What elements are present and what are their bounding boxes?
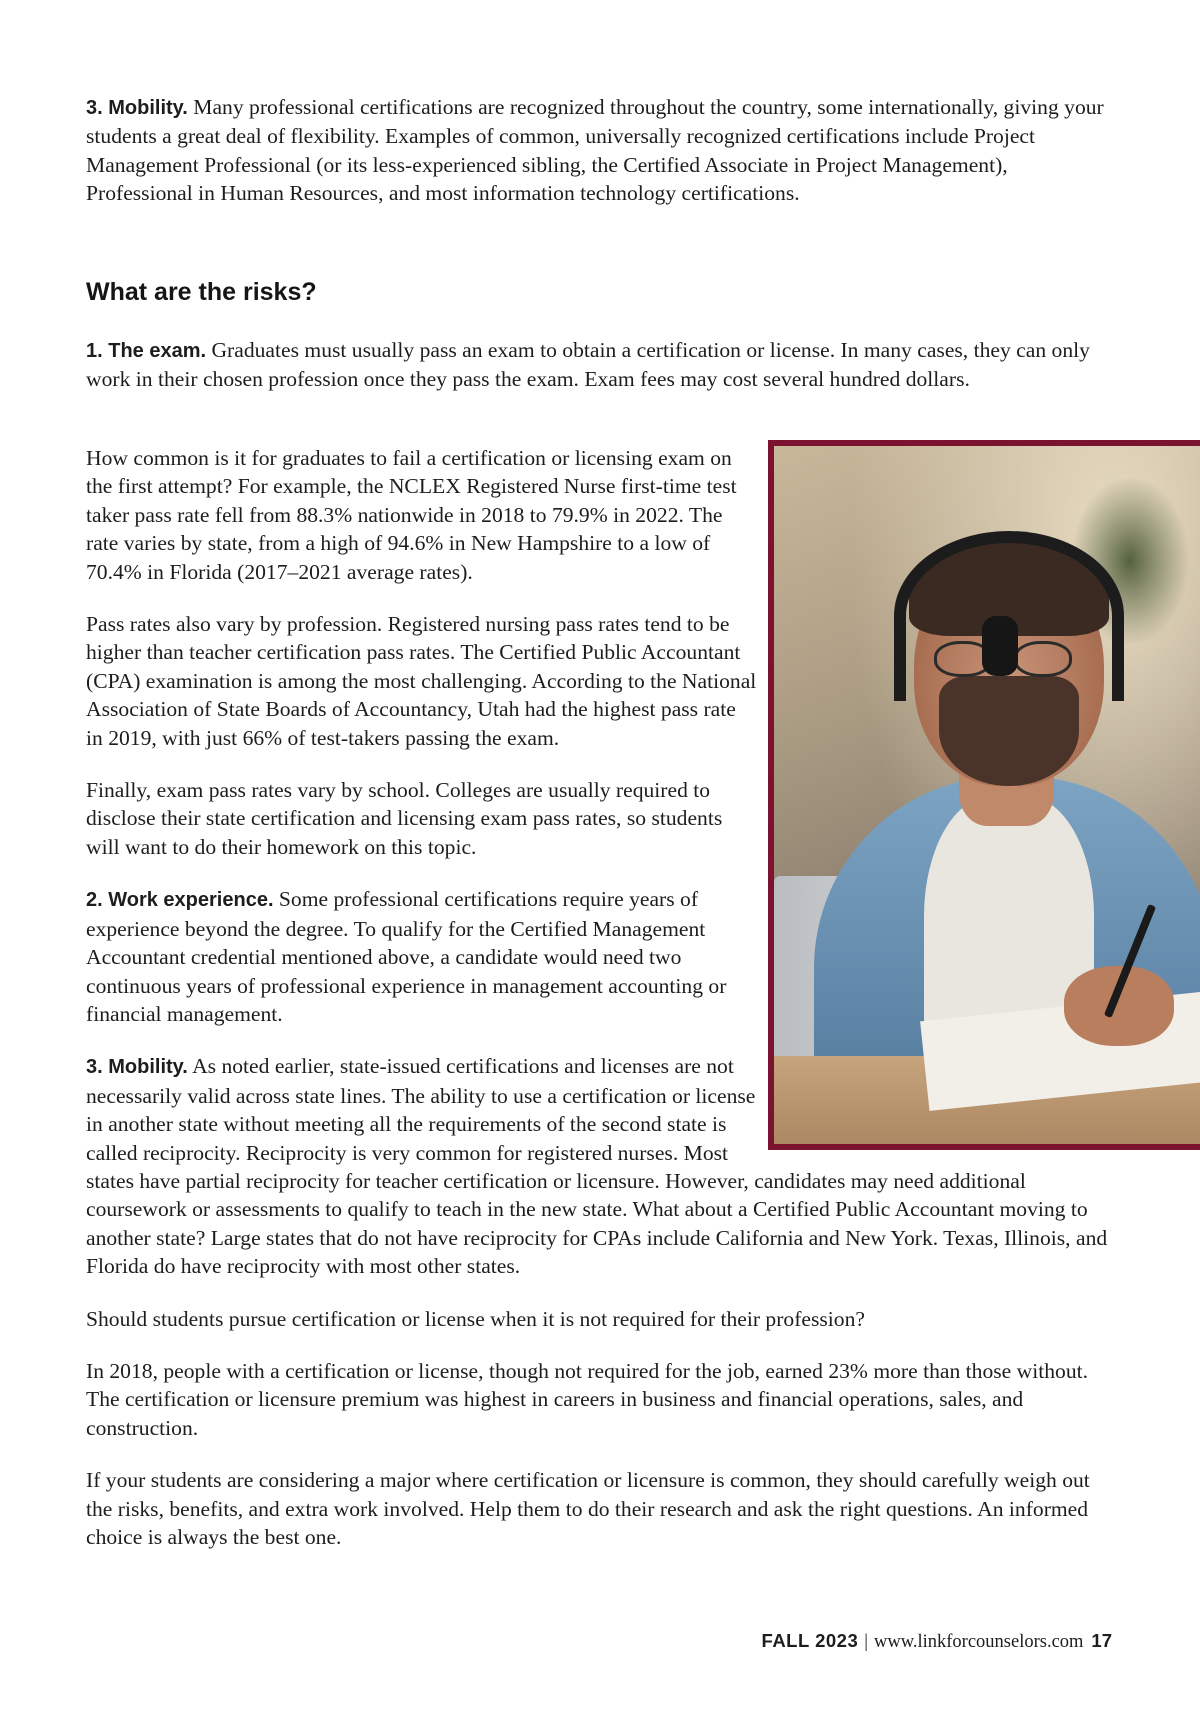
page-footer xyxy=(762,1630,1112,1653)
work-experience-text: Some professional certifications require years of experience beyond the degree. To qualify for the Certified Management Accountant credential mentioned above, a candidate would need two continuous years of professional experience in management accounting or financial management. xyxy=(86,887,727,1026)
fail-rate-paragraph: How common is it for graduates to fail a certification or licensing exam on the first attempt? For example, the NCLEX Registered Nurse first-time test taker pass rate fell from 88.3% nationwide in 2018 to 79.9% in 2022. The rate varies by state, from a high of 94.6% in New Hampshire to a low of 70.4% in Florida (2017–2021 average rates). xyxy=(86,446,737,584)
question-paragraph: Should students pursue certification or license when it is not required for their profession? xyxy=(86,1306,865,1331)
issue-label: FALL 2023 xyxy=(761,1630,859,1651)
exam-paragraph xyxy=(86,336,1118,394)
mobility-paragraph xyxy=(86,93,1118,208)
work-experience-lead: 2. Work experience. xyxy=(86,889,274,912)
reciprocity-text: As noted earlier, state-issued certifications and licenses are not necessarily valid across state lines. The ability to use a certification or license in another state without meeting all the requirements of the second state is called reciprocity. Reciprocity is very common for registered nurses. Most states have partial reciprocity for teacher certification or licensure. However, candidates may need additional coursework or assessments to qualify to teach in the new state. What about a Certified Public Accountant moving to another state? Large states that do not have reciprocity for CPAs include California and New York. Texas, Illinois, and Florida do have reciprocity with most other states. xyxy=(86,1054,1108,1279)
closing-paragraph: If your students are considering a major where certification or licensure is common, they should carefully weigh out the risks, benefits, and extra work involved. Help them to do their research and ask the right questions. An informed choice is always the best one. xyxy=(86,1468,1090,1549)
mobility-text: Many professional certifications are recognized throughout the country, some internationally, giving your students a great deal of flexibility. Examples of common, universally recognized certifications include Project Management Professional (or its less-experienced sibling, the Certified Associate in Project Management), Professional in Human Resources, and most information technology certifications. xyxy=(86,95,1104,206)
page-number: 17 xyxy=(1091,1630,1112,1651)
man-with-headset-photo xyxy=(768,440,1200,1150)
headset-earcup xyxy=(982,616,1018,676)
exam-text: Graduates must usually pass an exam to obtain a certification or license. In many cases, they can only work in their chosen profession once they pass the exam. Exam fees may cost several hundred dollars. xyxy=(86,338,1090,392)
school-rate-paragraph: Finally, exam pass rates vary by school. Colleges are usually required to disclose their state certification and licensing exam pass rates, so students will want to do their homework on this topic. xyxy=(86,778,723,859)
exam-lead: 1. The exam. xyxy=(86,340,207,362)
reciprocity-lead: 3. Mobility. xyxy=(86,1056,188,1079)
footer-separator: | xyxy=(864,1632,868,1652)
profession-rate-paragraph: Pass rates also vary by profession. Registered nursing pass rates tend to be higher than teacher certification pass rates. The Certified Public Accountant (CPA) examination is among the most challenging. According to the National Association of State Boards of Accountancy, Utah had the highest pass rate in 2019, with just 66% of test-takers passing the exam. xyxy=(86,612,757,750)
premium-paragraph: In 2018, people with a certification or license, though not required for the job, earned 23% more than those without. The certification or licensure premium was highest in careers in business and financial operations, sales, and construction. xyxy=(86,1358,1089,1440)
section-heading: What are the risks? xyxy=(86,278,317,306)
mobility-lead: 3. Mobility. xyxy=(86,97,188,119)
website-link[interactable]: www.linkforcounselors.com xyxy=(873,1632,1084,1652)
